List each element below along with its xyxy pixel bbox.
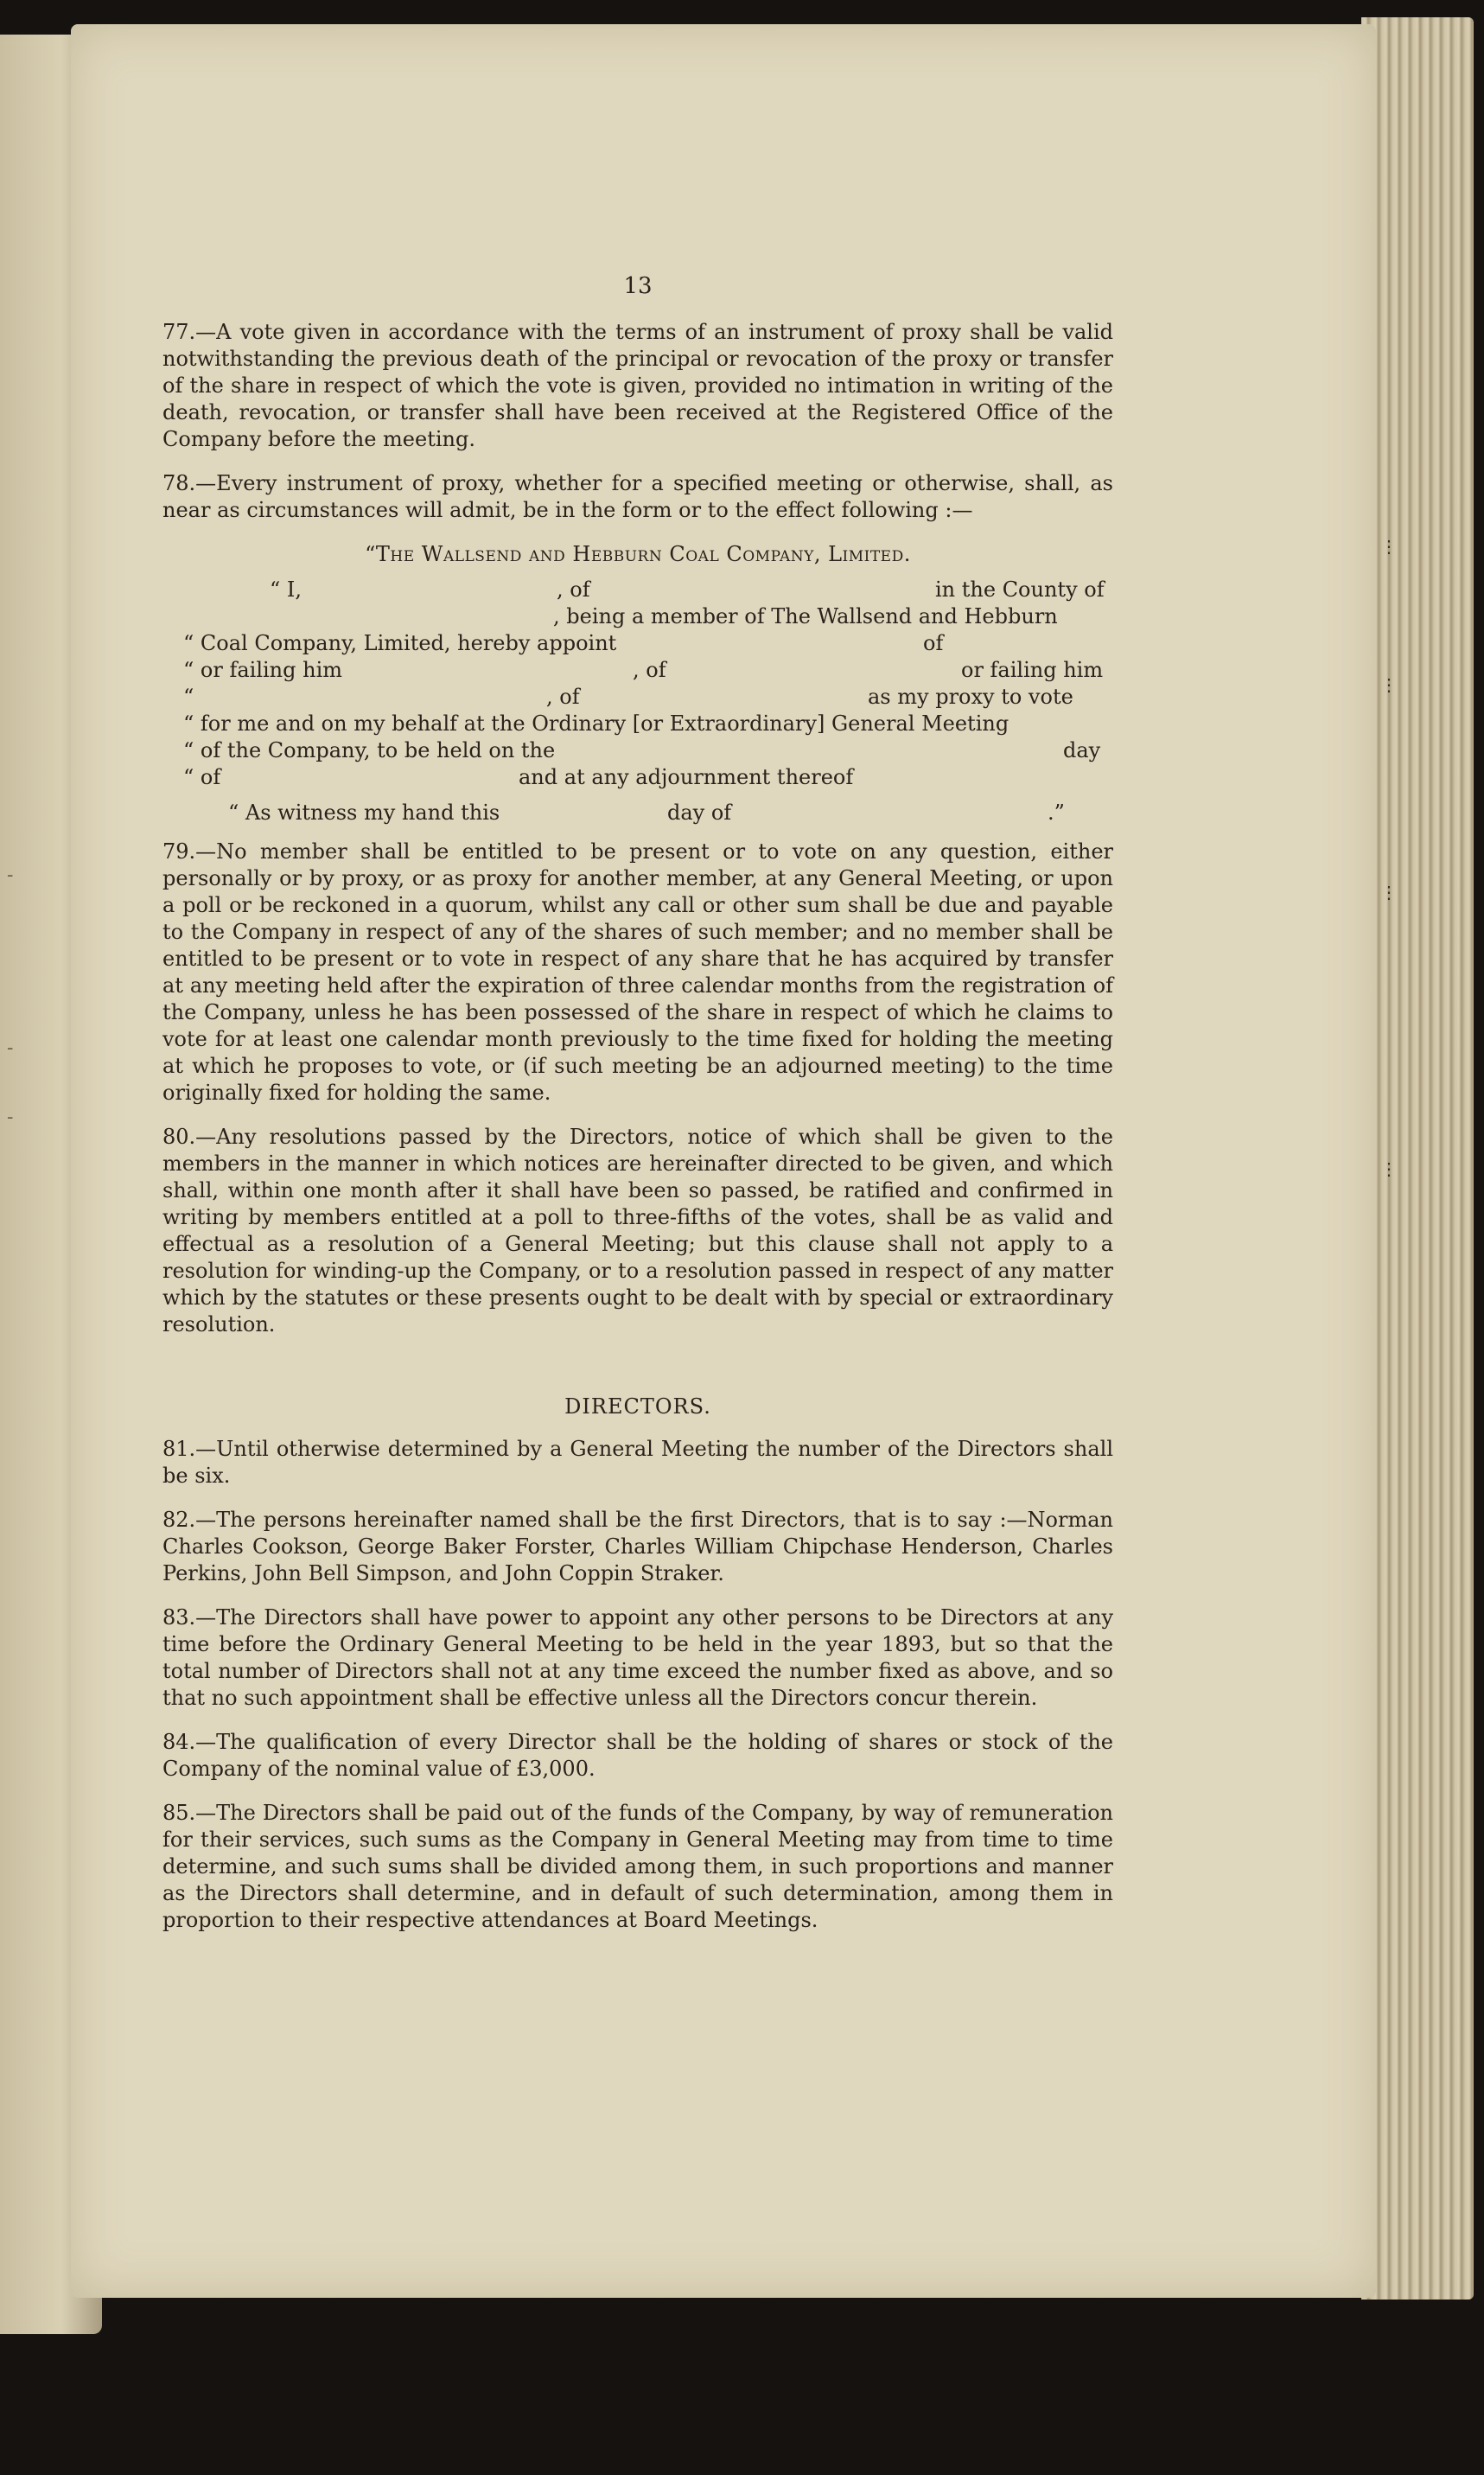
article-83: 83.—The Directors shall have power to appoint any other persons to be Directors at any time before the Ordinary General Meeting to be held in the year 1893, but so that the total number of Directors shall not at any time exceed the number fixed as above, and so that no such appointment shall be effective unless all the Directors concur therein. [162, 1605, 1113, 1710]
margin-mark: - [7, 1107, 14, 1128]
page-number: 13 [623, 273, 653, 299]
proxy-form [183, 577, 1113, 826]
article-82: 82.—The persons hereinafter named shall be the first Directors, that is to say :—Norman Charles Cookson, George Baker Forster, Charles William Chipchase Henderson, Charles Perkins, John Bell Simpson, and John Coppin Straker. [162, 1508, 1113, 1585]
form-text: day of [667, 801, 732, 825]
form-text: and at any adjournment thereof [519, 765, 854, 789]
edge-mark: ⋮ [1380, 536, 1399, 557]
article-79: 79.—No member shall be entitled to be present or to vote on any question, either personally or by proxy, or as proxy for another member, at any General Meeting, or upon a poll or be reckoned in a quorum, whilst any call or other sum shall be due and payable to the Company in respect of any of the shares of such member; and no member shall be entitled to be present or to vote in respect of any share that he has acquired by transfer at any meeting held after the expiration of three calendar months from the registration of the Company, unless he has been possessed of the share in respect of which he claims to vote for at least one calendar month previously to the time fixed for holding the meeting at which he proposes to vote, or (if such meeting be an adjourned meeting) to the time originally fixed for holding the same. [162, 839, 1113, 1105]
form-text: , being a member of The Wallsend and Hebburn [553, 604, 1058, 628]
form-text: or failing him [961, 658, 1104, 682]
page-content [162, 273, 1113, 1951]
form-line [183, 711, 1113, 737]
form-text: “ Coal Company, Limited, hereby appoint [183, 631, 617, 655]
edge-mark: ⋮ [1380, 882, 1399, 903]
form-line [183, 764, 1113, 791]
article-85: 85.—The Directors shall be paid out of the funds of the Company, by way of remuneration for their services, such sums as the Company in General Meeting may from time to time determine, and such sums shall be divided among them, in such proportions and manner as the Directors shall determine, and in default of such determination, among them in proportion to their respective attendances at Board Meetings. [162, 1801, 1113, 1932]
form-text: “ or failing him [183, 658, 343, 682]
form-text: in the County of [935, 577, 1105, 602]
form-text: “ of [183, 765, 221, 789]
page-stack-edge [1361, 17, 1474, 2300]
article-77: 77.—A vote given in accordance with the terms of an instrument of proxy shall be valid notwithstanding the previous death of the principal or revocation of the proxy or transfer of the share in respect of which the vote is given, provided no intimation in writing of the death, revocation, or transfer shall have been received at the Registered Office of the Company before the meeting. [162, 320, 1113, 451]
form-text: “ of the Company, to be held on the [183, 738, 556, 762]
form-line [183, 737, 1113, 764]
form-line [183, 577, 1113, 603]
form-text: .” [1048, 801, 1065, 825]
form-line [183, 657, 1113, 684]
form-text: day [1063, 738, 1101, 762]
form-text: , of [546, 685, 580, 709]
article-78: 78.—Every instrument of proxy, whether for a specified meeting or otherwise, shall, as near as circumstances will admit, be in the form or to the effect following :— [162, 471, 1113, 522]
form-line [183, 603, 1113, 630]
form-line [183, 684, 1113, 711]
form-text: as my proxy to vote [868, 685, 1073, 709]
form-text: “ [183, 685, 194, 709]
form-line [183, 800, 1113, 826]
edge-mark: ⋮ [1380, 674, 1399, 695]
section-heading: DIRECTORS. [564, 1394, 711, 1419]
form-text: “ As witness my hand this [228, 801, 500, 825]
form-text: of [923, 631, 944, 655]
form-text: , of [557, 577, 590, 602]
proxy-form-title: “The Wallsend and Hebburn Coal Company, Limited. [365, 542, 911, 566]
form-text: “ for me and on my behalf at the Ordinary [or Extraordinary] General Meeting [183, 711, 1010, 736]
form-text: “ I, [270, 577, 303, 602]
edge-mark: ⋮ [1380, 1158, 1399, 1179]
form-line [183, 630, 1113, 657]
article-84: 84.—The qualification of every Director shall be the holding of shares or stock of the Company of the nominal value of £3,000. [162, 1730, 1113, 1781]
article-81: 81.—Until otherwise determined by a General Meeting the number of the Directors shall be six. [162, 1437, 1113, 1488]
margin-mark: - [7, 1037, 14, 1059]
form-text: , of [633, 658, 666, 682]
article-80: 80.—Any resolutions passed by the Directors, notice of which shall be given to the members in the manner in which notices are hereinafter directed to be given, and which shall, within one month after it shall have been so passed, be ratified and confirmed in writing by members entitled at a poll to three-fifths of the votes, shall be as valid and effectual as a resolution of a General Meeting; but this clause shall not apply to a resolution for winding-up the Company, or to a resolution passed in respect of any matter which by the statutes or these presents ought to be dealt with by special or extraordinary resolution. [162, 1125, 1113, 1336]
margin-mark: - [7, 864, 14, 886]
